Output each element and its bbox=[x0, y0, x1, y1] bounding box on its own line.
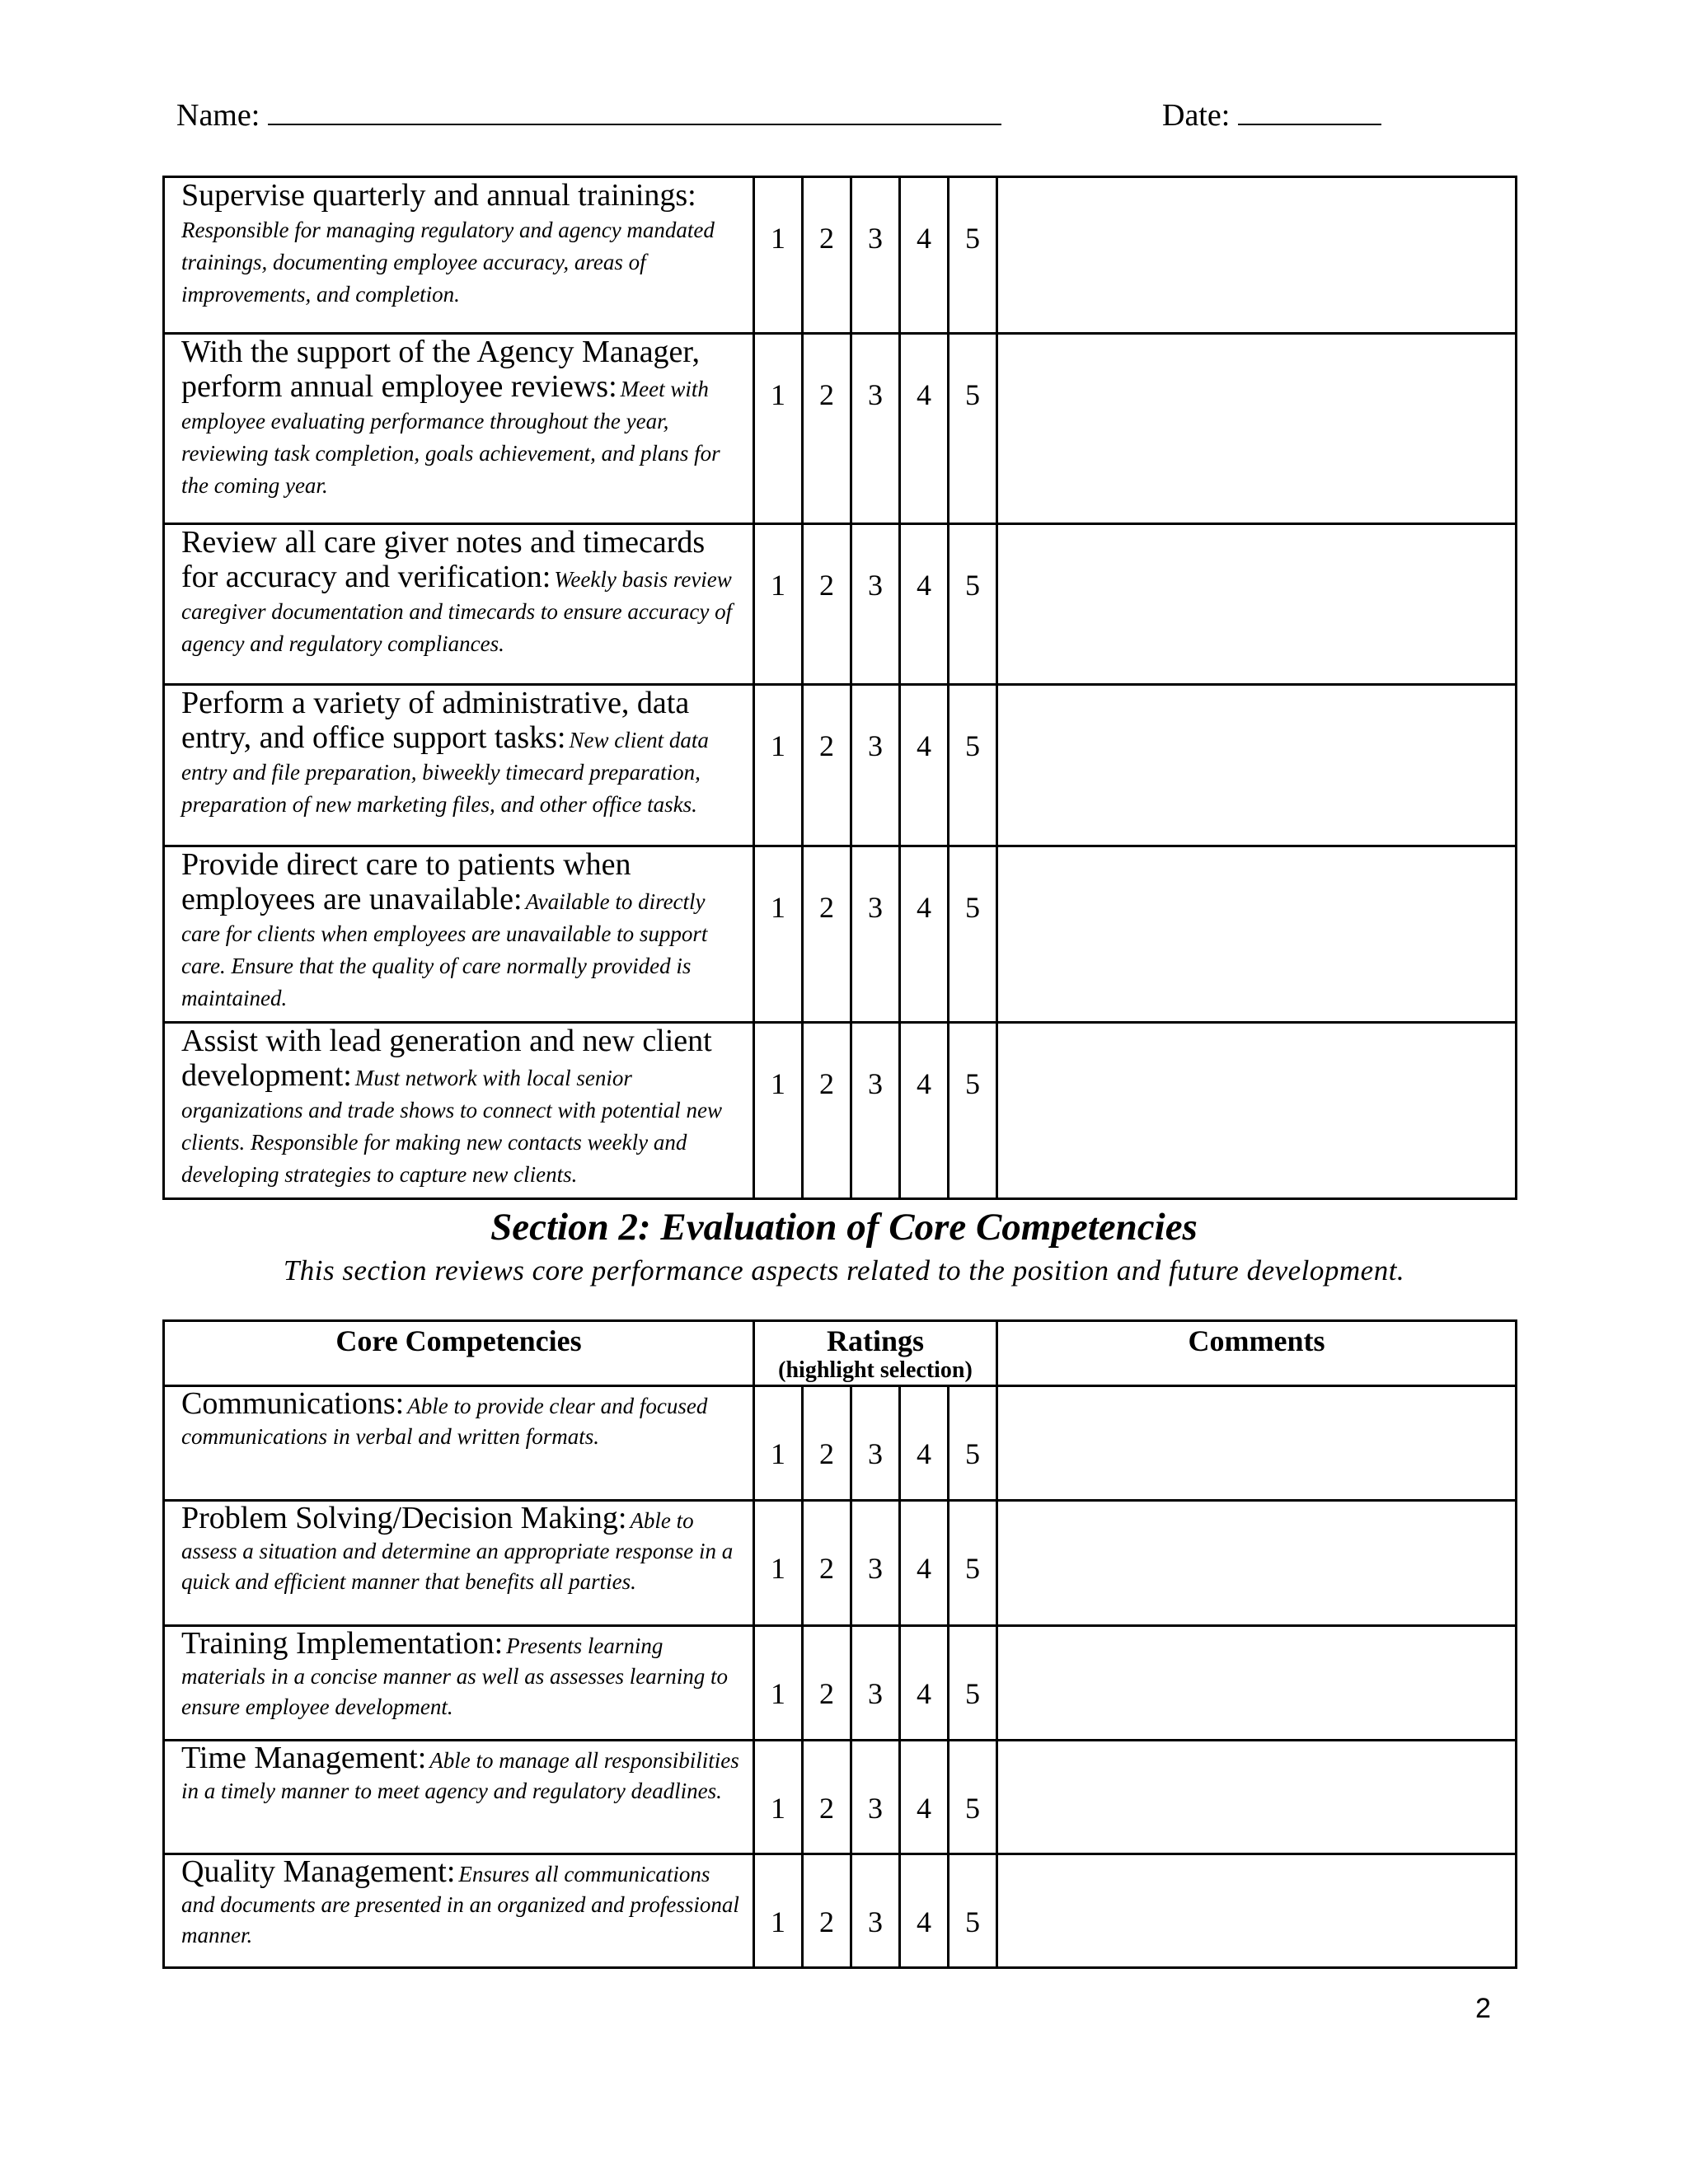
rating-option-2[interactable]: 2 bbox=[803, 685, 851, 846]
rating-option-2[interactable]: 2 bbox=[803, 1741, 851, 1854]
rating-option-3[interactable]: 3 bbox=[851, 334, 900, 524]
section2-title: Section 2: Evaluation of Core Competencies bbox=[490, 1206, 1198, 1249]
duty-description bbox=[164, 685, 754, 846]
duty-description bbox=[164, 524, 754, 685]
rating-option-1[interactable]: 1 bbox=[754, 1626, 803, 1741]
rating-option-3[interactable]: 3 bbox=[851, 1023, 900, 1199]
duty-detail: Available to directly care for clients when employees are unavailable to support care. Ensure that the quality of care normally provided is maintained. bbox=[181, 889, 708, 1010]
competency-description bbox=[164, 1386, 754, 1501]
competency-detail: Able to manage all responsibilities in a timely manner to meet agency and regulatory deadlines. bbox=[181, 1748, 739, 1803]
duty-detail: New client data entry and file preparation, biweekly timecard preparation, preparation of new marketing files, and other office tasks. bbox=[181, 728, 709, 817]
duty-row bbox=[164, 685, 1517, 846]
date-label: Date: bbox=[1162, 98, 1231, 133]
rating-option-1[interactable]: 1 bbox=[754, 846, 803, 1023]
rating-option-2[interactable]: 2 bbox=[803, 334, 851, 524]
rating-option-2[interactable]: 2 bbox=[803, 846, 851, 1023]
competency-description bbox=[164, 1501, 754, 1626]
header-core-competencies: Core Competencies bbox=[164, 1321, 754, 1386]
rating-option-3[interactable]: 3 bbox=[851, 1741, 900, 1854]
header-ratings bbox=[754, 1321, 997, 1386]
rating-option-4[interactable]: 4 bbox=[900, 334, 949, 524]
rating-option-5[interactable]: 5 bbox=[949, 1741, 997, 1854]
duty-detail: Responsible for managing regulatory and agency mandated trainings, documenting employee accuracy, areas of improvements, and completion. bbox=[181, 218, 715, 307]
competency-title: Time Management: bbox=[181, 1741, 427, 1775]
competency-row bbox=[164, 1501, 1517, 1626]
competency-description bbox=[164, 1741, 754, 1854]
rating-option-5[interactable]: 5 bbox=[949, 1854, 997, 1968]
competency-row bbox=[164, 1854, 1517, 1968]
comments-cell[interactable] bbox=[997, 1741, 1517, 1854]
header-ratings-label: Ratings bbox=[826, 1324, 925, 1357]
competency-detail: Able to provide clear and focused communications in verbal and written formats. bbox=[181, 1394, 708, 1449]
competency-title: Communications: bbox=[181, 1386, 405, 1421]
rating-option-1[interactable]: 1 bbox=[754, 1501, 803, 1626]
duty-description bbox=[164, 1023, 754, 1199]
rating-option-3[interactable]: 3 bbox=[851, 524, 900, 685]
duty-title: Assist with lead generation and new client development: bbox=[181, 1024, 712, 1093]
comments-cell[interactable] bbox=[997, 1023, 1517, 1199]
duty-title: Supervise quarterly and annual trainings: bbox=[181, 178, 696, 213]
rating-option-2[interactable]: 2 bbox=[803, 524, 851, 685]
competency-detail: Presents learning materials in a concise manner as well as assesses learning to ensure employee development. bbox=[181, 1633, 728, 1719]
rating-option-3[interactable]: 3 bbox=[851, 177, 900, 334]
date-field bbox=[1162, 97, 1381, 134]
rating-option-4[interactable]: 4 bbox=[900, 1501, 949, 1626]
duty-description bbox=[164, 177, 754, 334]
competency-row bbox=[164, 1626, 1517, 1741]
competency-detail: Able to assess a situation and determine an appropriate response in a quick and efficient manner that benefits all parties. bbox=[181, 1508, 734, 1594]
duty-detail: Meet with employee evaluating performance throughout the year, reviewing task completion, goals achievement, and plans for the coming year. bbox=[181, 377, 720, 498]
rating-option-5[interactable]: 5 bbox=[949, 177, 997, 334]
rating-option-2[interactable]: 2 bbox=[803, 177, 851, 334]
comments-cell[interactable] bbox=[997, 334, 1517, 524]
rating-option-1[interactable]: 1 bbox=[754, 1741, 803, 1854]
duty-detail: Must network with local senior organizations and trade shows to connect with potential new clients. Responsible for making new contacts weekly and developing strategies to capture new clients. bbox=[181, 1066, 722, 1187]
rating-option-4[interactable]: 4 bbox=[900, 846, 949, 1023]
rating-option-4[interactable]: 4 bbox=[900, 1023, 949, 1199]
rating-option-5[interactable]: 5 bbox=[949, 1626, 997, 1741]
competency-description bbox=[164, 1854, 754, 1968]
comments-cell[interactable] bbox=[997, 685, 1517, 846]
rating-option-2[interactable]: 2 bbox=[803, 1501, 851, 1626]
rating-option-3[interactable]: 3 bbox=[851, 1501, 900, 1626]
rating-option-3[interactable]: 3 bbox=[851, 1854, 900, 1968]
duty-description bbox=[164, 334, 754, 524]
rating-option-5[interactable]: 5 bbox=[949, 524, 997, 685]
rating-option-1[interactable]: 1 bbox=[754, 1023, 803, 1199]
duty-title: Review all care giver notes and timecards for accuracy and verification: bbox=[181, 525, 706, 594]
duties-table bbox=[162, 176, 1517, 1200]
duty-row bbox=[164, 1023, 1517, 1199]
comments-cell[interactable] bbox=[997, 524, 1517, 685]
duties-rows bbox=[164, 177, 1517, 1199]
rating-option-1[interactable]: 1 bbox=[754, 524, 803, 685]
competencies-table bbox=[162, 1319, 1517, 1969]
duty-detail: Weekly basis review caregiver documentation and timecards to ensure accuracy of agency and regulatory compliances. bbox=[181, 567, 733, 656]
rating-option-4[interactable]: 4 bbox=[900, 1386, 949, 1501]
competency-detail: Ensures all communications and documents are presented in an organized and professional manner. bbox=[181, 1862, 739, 1947]
duty-description bbox=[164, 846, 754, 1023]
rating-option-1[interactable]: 1 bbox=[754, 177, 803, 334]
competency-description bbox=[164, 1626, 754, 1741]
comments-cell[interactable] bbox=[997, 1386, 1517, 1501]
rating-option-1[interactable]: 1 bbox=[754, 334, 803, 524]
rating-option-3[interactable]: 3 bbox=[851, 1386, 900, 1501]
rating-option-5[interactable]: 5 bbox=[949, 1023, 997, 1199]
competency-title: Quality Management: bbox=[181, 1854, 456, 1889]
rating-option-1[interactable]: 1 bbox=[754, 1386, 803, 1501]
rating-option-4[interactable]: 4 bbox=[900, 177, 949, 334]
rating-option-5[interactable]: 5 bbox=[949, 846, 997, 1023]
rating-option-5[interactable]: 5 bbox=[949, 334, 997, 524]
header-ratings-note: (highlight selection) bbox=[778, 1357, 973, 1383]
comments-cell[interactable] bbox=[997, 1854, 1517, 1968]
rating-option-2[interactable]: 2 bbox=[803, 1023, 851, 1199]
rating-option-3[interactable]: 3 bbox=[851, 1626, 900, 1741]
rating-option-5[interactable]: 5 bbox=[949, 1386, 997, 1501]
name-blank[interactable] bbox=[268, 99, 1001, 125]
competency-rows bbox=[164, 1386, 1517, 1968]
competency-row bbox=[164, 1386, 1517, 1501]
rating-option-1[interactable]: 1 bbox=[754, 685, 803, 846]
section2-subtitle: This section reviews core performance aspects related to the position and future development. bbox=[283, 1254, 1405, 1286]
page-number: 2 bbox=[1475, 1993, 1491, 2024]
name-label: Name: bbox=[176, 98, 260, 133]
duty-row bbox=[164, 177, 1517, 334]
comments-cell[interactable] bbox=[997, 846, 1517, 1023]
comments-cell[interactable] bbox=[997, 1501, 1517, 1626]
rating-option-4[interactable]: 4 bbox=[900, 524, 949, 685]
header-comments: Comments bbox=[997, 1321, 1517, 1386]
rating-option-4[interactable]: 4 bbox=[900, 685, 949, 846]
duty-row bbox=[164, 334, 1517, 524]
name-field bbox=[176, 97, 1001, 134]
duty-title: Provide direct care to patients when employees are unavailable: bbox=[181, 847, 631, 916]
competency-row bbox=[164, 1741, 1517, 1854]
rating-option-3[interactable]: 3 bbox=[851, 846, 900, 1023]
date-blank[interactable] bbox=[1238, 99, 1381, 125]
competency-title: Training Implementation: bbox=[181, 1626, 504, 1661]
rating-option-3[interactable]: 3 bbox=[851, 685, 900, 846]
comments-cell[interactable] bbox=[997, 177, 1517, 334]
rating-option-4[interactable]: 4 bbox=[900, 1854, 949, 1968]
rating-option-4[interactable]: 4 bbox=[900, 1626, 949, 1741]
rating-option-1[interactable]: 1 bbox=[754, 1854, 803, 1968]
rating-option-2[interactable]: 2 bbox=[803, 1626, 851, 1741]
duty-title: With the support of the Agency Manager, perform annual employee reviews: bbox=[181, 335, 701, 404]
duty-row bbox=[164, 524, 1517, 685]
comments-cell[interactable] bbox=[997, 1626, 1517, 1741]
duty-title: Perform a variety of administrative, data entry, and office support tasks: bbox=[181, 686, 690, 755]
rating-option-2[interactable]: 2 bbox=[803, 1854, 851, 1968]
rating-option-2[interactable]: 2 bbox=[803, 1386, 851, 1501]
rating-option-4[interactable]: 4 bbox=[900, 1741, 949, 1854]
rating-option-5[interactable]: 5 bbox=[949, 685, 997, 846]
rating-option-5[interactable]: 5 bbox=[949, 1501, 997, 1626]
duty-row bbox=[164, 846, 1517, 1023]
competency-title: Problem Solving/Decision Making: bbox=[181, 1501, 627, 1535]
